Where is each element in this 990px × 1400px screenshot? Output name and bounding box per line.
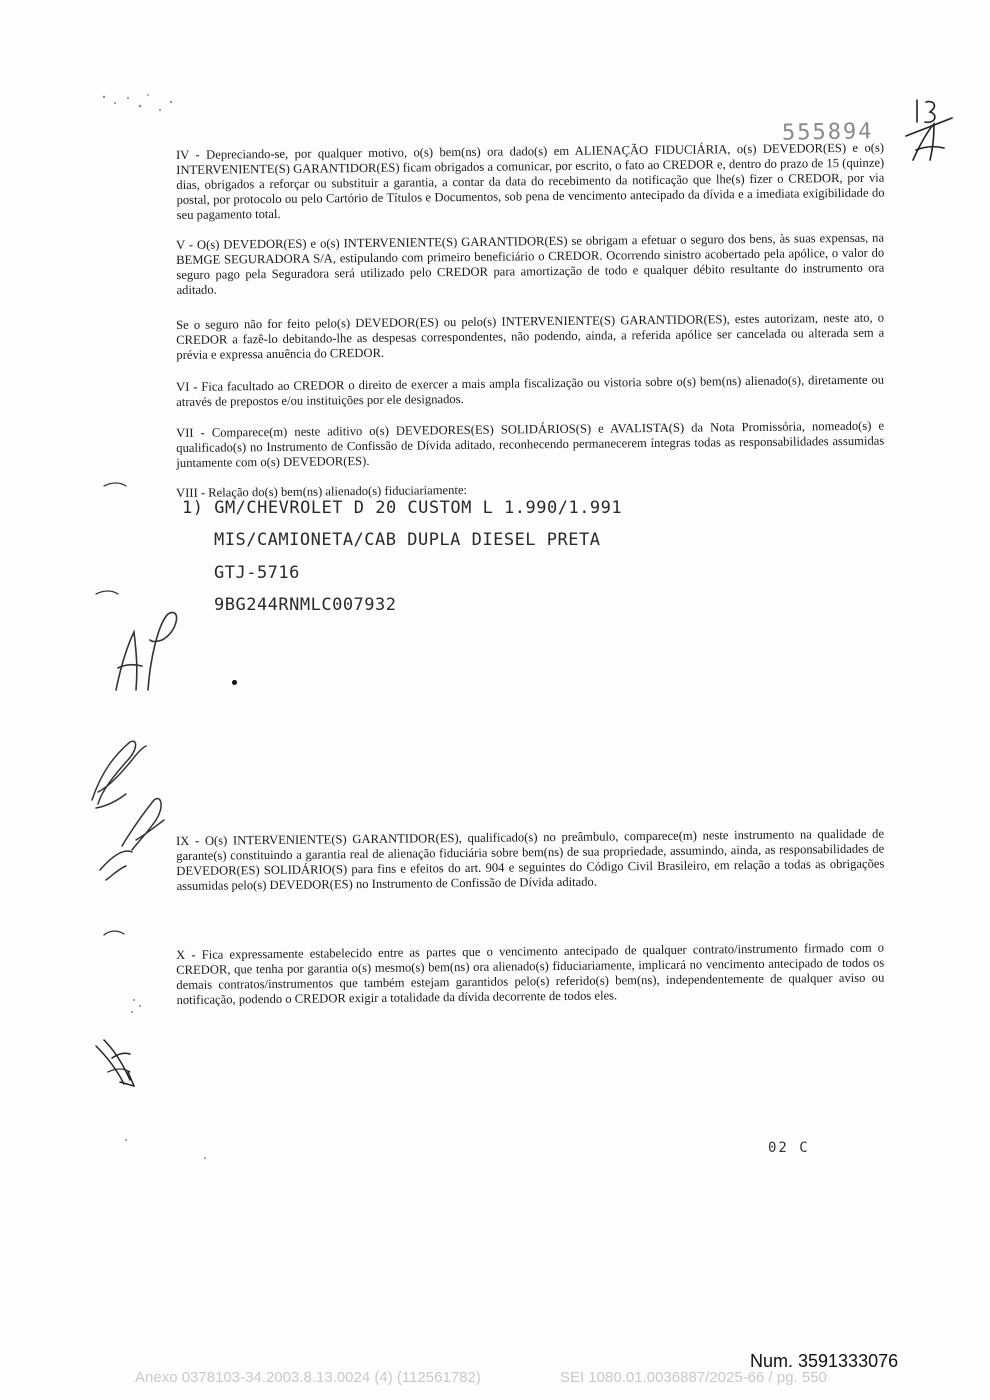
margin-ticks [96,483,130,1072]
document-number-stamp: 555894 [781,119,874,146]
clause-vi: VI - Fica facultado ao CREDOR o direito de exercer a mais ampla fiscalização ou vistoria sobre o(s) bem(ns) alienado(s), diretamente ou através de prepostos e/ou instituições por ele designados. [176,372,885,409]
page-code: 02 C [768,1140,810,1156]
clause-x: X - Fica expressamente estabelecido entre as partes que o vencimento antecipado de qualquer contrato/instrumento firmado com o CREDOR, que tenha por garantia o(s) mesmo(s) bem(ns) ora alienado(s) fiduciariamente, implicará no vencimento antecipado de todos os demais contratos/instrumentos que também estejam garantidos pelo(s) referido(s) bem(ns), independentemente de qualquer aviso ou notificação, podendo o CREDOR exigir a totalidade da dívida decorrente de todos eles. [176,940,885,1007]
clause-viii-heading: VIII - Relação do(s) bem(ns) alienado(s) fiduciariamente: [176,482,468,500]
ink-dot [232,680,237,685]
asset-vehicle-model: 1) GM/CHEVROLET D 20 CUSTOM L 1.990/1.991 [182,498,623,518]
clause-iv: IV - Depreciando-se, por qualquer motivo, o(s) bem(ns) ora dado(s) em ALIENAÇÃO FIDUCIÁRIA, o(s) DEVEDOR(ES) e o(s) INTERVENIENTE(S) GARANTIDOR(ES) ficam obrigados a comunicar, por escrito, o fato ao CREDOR e, dentro do prazo de 15 (quinze) dias, obrigados a reforçar ou substituir a garantia, a contar da data do recebimento da notificação que lhe(s) fizer o CREDOR, por via postal, por protocolo ou pelo Cartório de Títulos e Documentos, sob pena de vencimento antecipado da dívida e a imediata exigibilidade do seu pagamento total. [176,140,885,222]
folio-mark [906,100,952,160]
clause-ix: IX - O(s) INTERVENIENTE(S) GARANTIDOR(ES), qualificado(s) no preâmbulo, comparece(m) neste instrumento na qualidade de garante(s) constituindo a garantia real de alienação fiduciária sobre bem(ns) de sua propriedade, assumindo, ainda, as responsabilidades de DEVEDOR(ES) SOLIDÁRIO(S) para fins e efeitos do art. 904 e seguintes do Código Civil Brasileiro, em relação a todas as obrigações assumidas pelo(s) DEVEDOR(ES) no Instrumento de Confissão de Dívida aditado. [176,826,885,893]
footer-annex: Anexo 0378103-34.2003.8.13.0024 (4) (112561782) [135,1369,481,1386]
asset-chassis-number: 9BG244RNMLC007932 [214,595,397,615]
clause-v: V - O(s) DEVEDOR(ES) e o(s) INTERVENIENTE(S) GARANTIDOR(ES) se obrigam a efetuar o seguro dos bens, às suas expensas, na BEMGE SEGURADORA S/A, estipulando com primeiro beneficiário o CREDOR. Ocorrendo sinistro acobertado pela apólice, o valor do seguro pago pela Seguradora será utilizado pelo CREDOR para amortização de todo e qualquer débito resultante do instrumento ora aditado. [176,230,885,297]
initials-signature [116,612,177,690]
rubric-signature-2 [100,799,164,880]
arrow-mark [96,1040,134,1086]
asset-vehicle-type: MIS/CAMIONETA/CAB DUPLA DIESEL PRETA [214,530,601,550]
clause-v-paragraph: Se o seguro não for feito pelo(s) DEVEDOR(ES) ou pelo(s) INTERVENIENTE(S) GARANTIDOR(ES), estes autorizam, neste ato, o CREDOR a fazê-lo debitando-lhe as despesas correspondentes, não podendo, ainda, a referida apólice ser cancelada ou alterada sem a prévia e expressa anuência do CREDOR. [176,310,885,362]
asset-license-plate: GTJ-5716 [214,563,300,583]
footer-sei: SEI 1080.01.0036887/2025-66 / pg. 550 [560,1369,827,1386]
document-num: Num. 3591333076 [750,1351,899,1371]
clause-vii: VII - Comparece(m) neste aditivo o(s) DEVEDORES(ES) SOLIDÁRIOS(S) e AVALISTA(S) da Nota Promissória, nomeado(s) e qualificado(s) no Instrumento de Confissão de Dívida aditado, reconhecendo permanecerem íntegras todas as responsabilidades assumidas juntamente com o(s) DEVEDOR(ES). [176,418,885,470]
rubric-signature-1 [92,741,146,808]
